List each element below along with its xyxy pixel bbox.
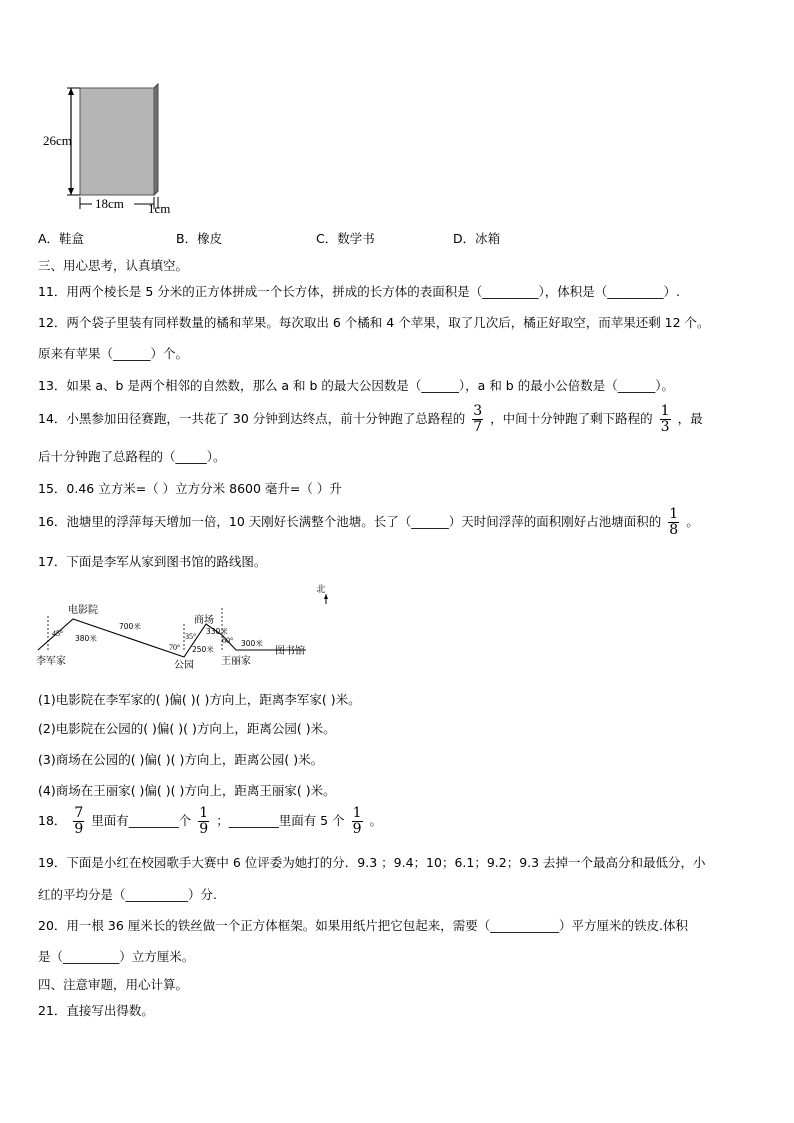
q16-text: 16．池塘里的浮萍每天增加一倍，10 天刚好长满整个池塘。长了（______）天时间浮萍的面积刚好占池塘面积的 — [38, 514, 662, 529]
choice-b: B．橡皮 — [176, 231, 223, 246]
distance-330: 330米 — [206, 627, 228, 636]
q16-end: 。 — [686, 514, 699, 529]
q18-fraction-7-9: $\frac{7}{9}$ — [74, 805, 84, 837]
question-17-1: (1)电影院在李军家的( )偏( )( )方向上，距离李军家( )米。 — [38, 692, 361, 707]
distance-250: 250米 — [192, 645, 214, 654]
q18-text-1: 里面有________个 — [91, 813, 192, 828]
choice-a: A．鞋盒 — [38, 231, 85, 246]
angle-70: 70° — [169, 643, 181, 652]
question-14-line-1 — [38, 404, 703, 435]
q14-text-3: ，最 — [677, 411, 703, 426]
question-13: 13．如果 a、b 是两个相邻的自然数，那么 a 和 b 的最大公因数是（______），a 和 b 的最小公倍数是（______）。 — [38, 378, 674, 393]
question-17-4: (4)商场在王丽家( )偏( )( )方向上，距离王丽家( )米。 — [38, 783, 336, 798]
mall-label: 商场 — [194, 615, 214, 626]
q18-end: 。 — [369, 813, 383, 828]
question-18 — [38, 806, 382, 837]
book-figure — [40, 83, 190, 215]
question-15: 15．0.46 立方米=（ ）立方分米 8600 毫升=（ ）升 — [38, 481, 342, 496]
home-label: 李军家 — [36, 656, 66, 667]
question-12-line-1: 12．两个袋子里装有同样数量的橘和苹果。每次取出 6 个橘和 4 个苹果，取了几次后，橘正好取空，而苹果还剩 12 个。 — [38, 315, 710, 330]
question-14-line-2: 后十分钟跑了总路程的（_____）。 — [38, 449, 226, 464]
library-label: 图书馆 — [275, 646, 305, 657]
question-16 — [38, 507, 699, 538]
width-label: 18cm — [95, 196, 124, 211]
q16-fraction-1-8: $\frac{1}{8}$ — [669, 506, 679, 538]
question-12-line-2: 原来有苹果（______）个。 — [38, 346, 189, 361]
question-19-line-2: 红的平均分是（__________）分. — [38, 887, 217, 902]
north-label: 北 — [316, 585, 326, 595]
question-20-line-2: 是（_________）立方厘米。 — [38, 949, 195, 964]
route-map — [34, 582, 324, 670]
question-21: 21．直接写出得数。 — [38, 1003, 154, 1018]
q18-label: 18． — [38, 813, 67, 828]
park-label: 公园 — [174, 660, 194, 671]
angle-45: 45° — [52, 629, 64, 638]
question-20-line-1: 20．用一根 36 厘米长的铁丝做一个正方体框架。如果用纸片把它包起来，需要（___________）平方厘米的铁皮.体积 — [38, 918, 688, 933]
angle-60: 60° — [222, 636, 234, 645]
choice-c: C．数学书 — [316, 231, 375, 246]
section-4-heading: 四、注意审题，用心计算。 — [38, 977, 189, 992]
q14-text-1: 14．小黑参加田径赛跑，一共花了 30 分钟到达终点，前十分钟跑了总路程的 — [38, 411, 466, 426]
question-19-line-1: 19．下面是小红在校园歌手大赛中 6 位评委为她打的分．9.3 ；9.4；10；6.1；9.2；9.3 去掉一个最高分和最低分，小 — [38, 855, 706, 870]
q14-text-2: ，中间十分钟跑了剩下路程的 — [490, 411, 653, 426]
q18-fraction-1-9-b: $\frac{1}{9}$ — [352, 805, 362, 837]
choice-d: D．冰箱 — [453, 231, 501, 246]
q14-fraction-1-3: $\frac{1}{3}$ — [660, 403, 670, 435]
question-11: 11．用两个棱长是 5 分米的正方体拼成一个长方体，拼成的长方体的表面积是（_________），体积是（_________）. — [38, 284, 681, 299]
angle-35: 35° — [185, 632, 197, 641]
distance-700: 700米 — [119, 622, 141, 631]
q18-text-2: ；________里面有 5 个 — [216, 813, 345, 828]
q14-fraction-3-7: $\frac{3}{7}$ — [473, 403, 483, 435]
distance-380: 380米 — [75, 634, 97, 643]
wang-home-label: 王丽家 — [221, 656, 251, 667]
distance-300: 300米 — [241, 639, 263, 648]
depth-label: 1cm — [148, 201, 171, 216]
height-label: 26cm — [43, 133, 72, 148]
question-17-intro: 17．下面是李军从家到图书馆的路线图。 — [38, 554, 267, 569]
question-17-3: (3)商场在公园的( )偏( )( )方向上，距离公园( )米。 — [38, 752, 324, 767]
section-3-heading: 三、用心思考，认真填空。 — [38, 258, 189, 273]
question-17-2: (2)电影院在公园的( )偏( )( )方向上，距离公园( )米。 — [38, 721, 336, 736]
q18-fraction-1-9-a: $\frac{1}{9}$ — [199, 805, 209, 837]
cinema-label: 电影院 — [68, 605, 98, 616]
